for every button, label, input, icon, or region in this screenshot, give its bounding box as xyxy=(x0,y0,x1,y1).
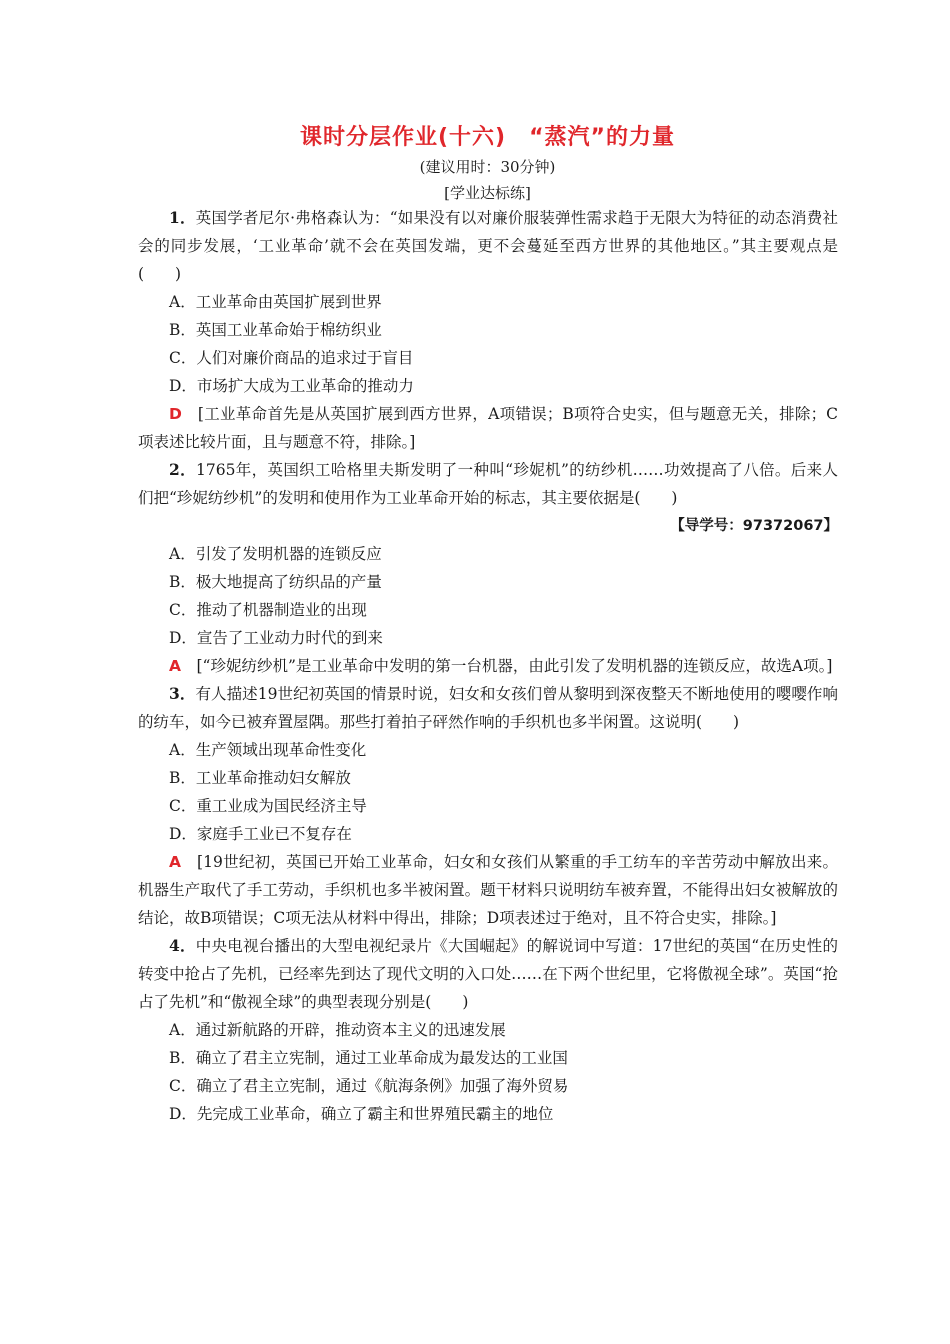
question-2-answer-letter: A xyxy=(169,657,181,675)
question-2-option-d: D．宣告了工业动力时代的到来 xyxy=(169,629,383,647)
question-4-option-d: D．先完成工业革命，确立了霸主和世界殖民霸主的地位 xyxy=(169,1105,554,1123)
question-3-option-a: A．生产领域出现革命性变化 xyxy=(169,741,367,759)
question-2-explanation: [“珍妮纺纱机”是工业革命中发明的第一台机器，由此引发了发明机器的连锁反应，故选A项。] xyxy=(181,657,833,675)
question-3-option-c: C．重工业成为国民经济主导 xyxy=(169,797,367,815)
question-2-text: 1765年，英国织工哈格里夫斯发明了一种叫“珍妮机”的纺纱机……功效提高了八倍。后来人们把“珍妮纺纱机”的发明和使用作为工业革命开始的标志，其主要依据是( ) xyxy=(138,461,838,507)
question-3-text: 有人描述19世纪初英国的情景时说，妇女和女孩们曾从黎明到深夜整天不断地使用的嘤嘤作响的纺车，如今已被弃置屋隅。那些打着拍子砰然作响的手织机也多半闲置。这说明( ) xyxy=(138,685,838,731)
question-3-explanation: [19世纪初，英国已开始工业革命，妇女和女孩们从繁重的手工纺车的辛苦劳动中解放出来。机器生产取代了手工劳动，手织机也多半被闲置。题干材料只说明纺车被弃置，不能得出妇女被解放的结论，故B项错误；C项无法从材料中得出，排除；D项表述过于绝对，且不符合史实，排除。] xyxy=(138,853,838,927)
question-2-option-a: A．引发了发明机器的连锁反应 xyxy=(169,545,382,563)
question-1-explanation: [工业革命首先是从英国扩展到西方世界，A项错误；B项符合史实，但与题意无关，排除；C项表述比较片面，且与题意不符，排除。] xyxy=(138,405,838,451)
page-title: 课时分层作业(十六) “蒸汽”的力量 xyxy=(299,125,676,150)
question-2-answer xyxy=(138,652,838,680)
question-1-text: 英国学者尼尔·弗格森认为：“如果没有以对廉价服装弹性需求趋于无限大为特征的动态消费社会的同步发展，‘工业革命’就不会在英国发端，更不会蔓延至西方世界的其他地区。”其主要观点是( ) xyxy=(138,209,838,283)
question-2-option-b: B．极大地提高了纺织品的产量 xyxy=(169,573,382,591)
question-4-option-a: A．通过新航路的开辟，推动资本主义的迅速发展 xyxy=(169,1021,506,1039)
question-1-option-a: A．工业革命由英国扩展到世界 xyxy=(169,293,382,311)
question-4-stem xyxy=(138,932,838,1016)
question-3-option-b: B．工业革命推动妇女解放 xyxy=(169,769,351,787)
question-1-option-d: D．市场扩大成为工业革命的推动力 xyxy=(169,377,414,395)
question-3-option-d: D．家庭手工业已不复存在 xyxy=(169,825,352,843)
question-2-number: 2． xyxy=(169,460,196,479)
question-list xyxy=(138,204,838,1128)
question-4-option-c: C．确立了君主立宪制，通过《航海条例》加强了海外贸易 xyxy=(169,1077,569,1095)
suggested-time: (建议用时：30分钟) xyxy=(419,158,556,176)
question-1-answer xyxy=(138,400,838,456)
question-3-stem xyxy=(138,680,838,736)
question-4-text: 中央电视台播出的大型电视纪录片《大国崛起》的解说词中写道：17世纪的英国“在历史性的转变中抢占了先机，已经率先到达了现代文明的入口处……在下两个世纪里，它将傲视全球”。英国“抢占了先机”和“傲视全球”的典型表现分别是( ) xyxy=(138,937,838,1011)
question-1-option-c: C．人们对廉价商品的追求过于盲目 xyxy=(169,349,414,367)
guide-number: 【导学号：97372067】 xyxy=(670,518,838,534)
question-2-option-c: C．推动了机器制造业的出现 xyxy=(169,601,367,619)
question-1-answer-letter: D xyxy=(169,405,182,423)
section-heading: [学业达标练] xyxy=(444,184,531,202)
question-2-stem xyxy=(138,456,838,512)
question-3-answer-letter: A xyxy=(169,853,181,871)
question-4-option-b: B．确立了君主立宪制，通过工业革命成为最发达的工业国 xyxy=(169,1049,568,1067)
question-1-option-b: B．英国工业革命始于棉纺织业 xyxy=(169,321,382,339)
question-3-number: 3． xyxy=(169,684,196,703)
question-3-answer xyxy=(138,848,838,932)
question-4-number: 4． xyxy=(169,936,196,955)
question-1-number: 1． xyxy=(169,208,196,227)
question-1-stem xyxy=(138,204,838,288)
